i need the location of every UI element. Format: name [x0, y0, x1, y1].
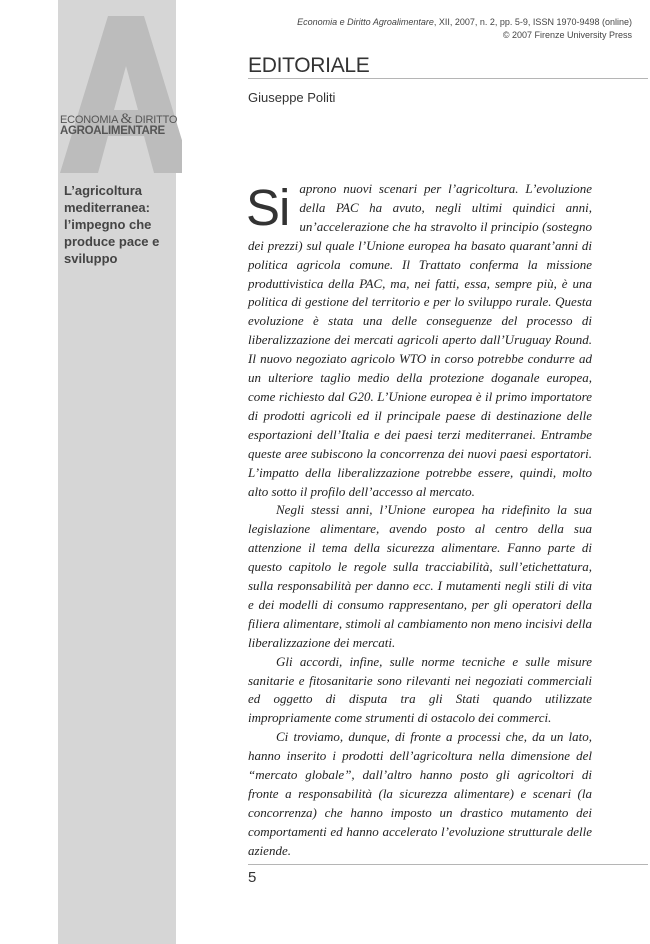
article-body: [248, 180, 592, 861]
paragraph-1-text: aprono nuovi scenari per l’agricoltura. L’evoluzione della PAC ha avuto, negli ultimi quindici anni, un’accelerazione che ha stravolto il principio (sostegno dei prezzi) sul quale l’Unione europea ha basato quarant’anni di politica agricola comune. Il Trattato conferma la missione produttivistica della PAC, ma, nei fatti, essa, sempre più, è una politica di gestione del territorio e per lo sviluppo rurale. Questa evoluzione è stata una delle conseguenze del processo di liberalizzazione dei mercati agricoli aperto dall’Uruguay Round. Il nuovo negoziato agricolo WTO in corso potrebbe condurre ad un ulteriore taglio medio della protezione doganale europea, come richiesto dal G20. L’Unione europea è il primo importatore di prodotti agricoli ed il principale paese di destinazione delle esportazioni dell’Italia e dei paesi terzi mediterranei. Entrambe queste aree subiscono la concorrenza dei nuovi paesi esportatori. L’impatto della liberalizzazione potrebbe essere, quindi, molto alto sotto il profilo dell’accesso al mercato.: [248, 181, 592, 499]
logo-ampersand: &: [120, 111, 133, 127]
article-title: L’agricoltura mediterranea: l’impegno che produce pace e sviluppo: [64, 183, 160, 266]
drop-cap: Si: [246, 179, 290, 236]
paragraph-4: Ci troviamo, dunque, di fronte a processi che, da un lato, hanno inserito i prodotti dell’agricoltura nella dimensione del “mercato globale”, dall’altro hanno posto gli agricoltori di fronte a responsabilità (la sicurezza alimentare) e scenari (la concorrenza) che hanno imposto un drastico mutamento dei comportamenti ed hanno accelerato l’evoluzione strutturale delle aziende.: [248, 729, 592, 858]
page-number: 5: [248, 869, 257, 886]
logo-word-economia: ECONOMIA: [60, 114, 118, 126]
paragraph-1: [248, 180, 592, 501]
citation-details: , XII, 2007, n. 2, pp. 5-9, ISSN 1970-9498 (online): [433, 17, 632, 27]
paragraph-2: Negli stessi anni, l’Unione europea ha ridefinito la sua legislazione alimentare, avendo posto al centro della sua attenzione il tema della sicurezza alimentare. Fanno parte di questo capitolo le regole sulla tracciabilità, sull’etichettatura, sulla responsabilità per danno ecc. I mutamenti negli stili di vita e dei modelli di consumo rappresentano, per gli operatori della filiera alimentare, stimoli al cambiamento non meno incisivi della liberalizzazione dei mercati.: [248, 502, 592, 650]
section-title: EDITORIALE: [248, 54, 370, 77]
journal-citation: [297, 16, 632, 41]
logo-word-diritto: DIRITTO: [134, 114, 178, 126]
journal-big-letter-a: [54, 0, 182, 173]
copyright: © 2007 Firenze University Press: [502, 29, 632, 40]
sidebar: [58, 0, 176, 944]
logo-word-agroalimentare: AGROALIMENTARE: [60, 125, 165, 137]
header-divider: [248, 78, 648, 79]
journal-logo: [60, 112, 176, 138]
paragraph-3: Gli accordi, infine, sulle norme tecniche e sulle misure sanitarie e fitosanitarie sono rilevanti nei negoziati commerciali ed oggetto di disputa tra gli Stati quando utilizzate impropriamente come strumenti di ostacolo dei commerci.: [248, 653, 592, 726]
author-name: Giuseppe Politi: [248, 90, 336, 105]
footer-divider: [248, 864, 648, 865]
journal-name: Economia e Diritto Agroalimentare: [297, 17, 434, 27]
